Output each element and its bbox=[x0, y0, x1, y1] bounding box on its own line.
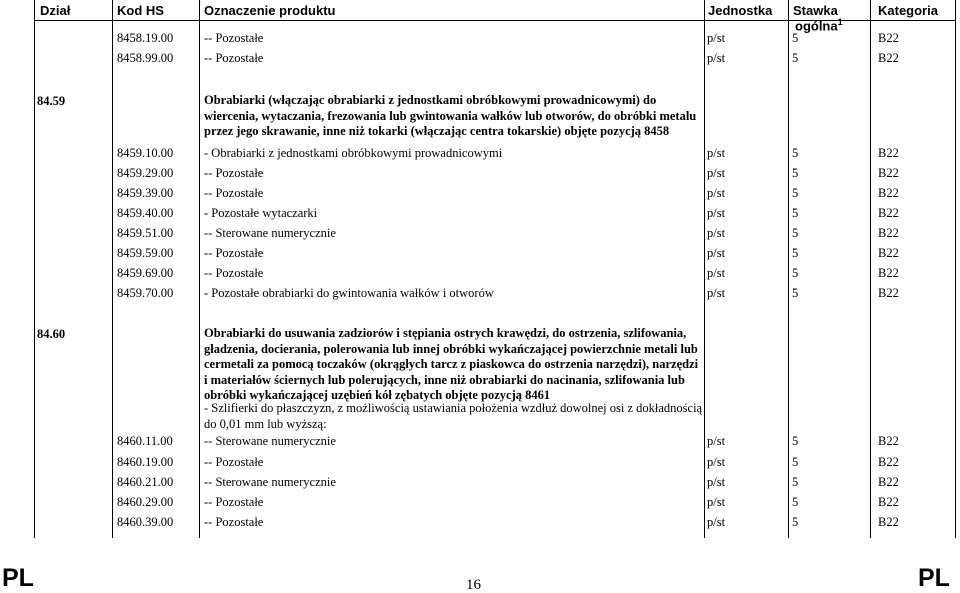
product-desc: -- Pozostałe bbox=[204, 51, 264, 65]
product-desc: -- Pozostałe bbox=[204, 246, 264, 260]
category: B22 bbox=[878, 226, 899, 240]
unit: p/st bbox=[707, 246, 726, 260]
category: B22 bbox=[878, 495, 899, 509]
rate: 5 bbox=[792, 266, 799, 280]
page-number: 16 bbox=[466, 577, 481, 593]
product-desc: -- Pozostałe bbox=[204, 31, 264, 45]
unit: p/st bbox=[707, 186, 726, 200]
product-desc: -- Pozostałe bbox=[204, 495, 264, 509]
product-desc: -- Pozostałe bbox=[204, 186, 264, 200]
category: B22 bbox=[878, 455, 899, 469]
category: B22 bbox=[878, 186, 899, 200]
unit: p/st bbox=[707, 31, 726, 45]
rate: 5 bbox=[792, 495, 799, 509]
product-desc: -- Sterowane numerycznie bbox=[204, 434, 336, 448]
hs-code: 8458.99.00 bbox=[117, 51, 174, 65]
hs-code: 8460.11.00 bbox=[117, 434, 173, 448]
product-desc: -- Pozostałe bbox=[204, 166, 264, 180]
column-divider-kod bbox=[199, 0, 200, 538]
unit: p/st bbox=[707, 266, 726, 280]
unit: p/st bbox=[707, 206, 726, 220]
rate: 5 bbox=[792, 475, 799, 489]
product-desc: - Pozostałe wytaczarki bbox=[204, 206, 318, 220]
rate: 5 bbox=[792, 186, 799, 200]
unit: p/st bbox=[707, 226, 726, 240]
heading-description: Obrabiarki (włączając obrabiarki z jednostkami obróbkowymi prowadnicowymi) do wiercenia, wytaczania, frezowania lub gwintowania wałków lub otworów, do obróbki metalu przez jego skrawanie, inne niż tokarki (włączając centra tokarskie) objęte pozycją 8458 bbox=[204, 93, 697, 138]
hs-code: 8459.70.00 bbox=[117, 286, 174, 300]
column-divider-desc bbox=[704, 0, 705, 538]
product-desc: -- Pozostałe bbox=[204, 266, 264, 280]
header-stawka-footnote: 1 bbox=[837, 17, 843, 27]
rate: 5 bbox=[792, 515, 799, 529]
category: B22 bbox=[878, 206, 899, 220]
column-divider-rate bbox=[870, 0, 871, 538]
hs-code: 8460.19.00 bbox=[117, 455, 174, 469]
hs-code: 8459.40.00 bbox=[117, 206, 174, 220]
unit: p/st bbox=[707, 515, 726, 529]
footer-country-right: PL bbox=[918, 564, 950, 592]
hs-code: 8459.10.00 bbox=[117, 146, 174, 160]
rate: 5 bbox=[792, 206, 799, 220]
column-divider-dzial bbox=[112, 0, 113, 538]
unit: p/st bbox=[707, 286, 726, 300]
category: B22 bbox=[878, 246, 899, 260]
heading-description: Obrabiarki do usuwania zadziorów i stępiania ostrych krawędzi, do ostrzenia, szlifowania, gładzenia, docierania, polerowania lub innej obróbki wykańczającej powierzchnie metali lub cermetali za pomocą toczaków (okrągłych tarcz z piaskowca do ostrzenia narzędzi), narzędzi i materiałów ściernych lub polerujących, inne niż obrabiarki do nacinania, szlifowania lub obróbki wykańczającej uzębień kół zębatych objęte pozycją 8461 bbox=[204, 326, 699, 402]
category: B22 bbox=[878, 146, 899, 160]
subheading-note: - Szlifierki do płaszczyzn, z możliwością ustawiania położenia wzdłuż dowolnej osi z dokładnością do 0,01 mm lub wyższą: bbox=[204, 401, 703, 431]
hs-code: 8459.39.00 bbox=[117, 186, 174, 200]
category: B22 bbox=[878, 51, 899, 65]
category: B22 bbox=[878, 475, 899, 489]
rate: 5 bbox=[792, 31, 799, 45]
hs-code: 8459.59.00 bbox=[117, 246, 174, 260]
category: B22 bbox=[878, 286, 899, 300]
hs-code: 8459.69.00 bbox=[117, 266, 174, 280]
rate: 5 bbox=[792, 166, 799, 180]
unit: p/st bbox=[707, 475, 726, 489]
hs-code: 8459.51.00 bbox=[117, 226, 174, 240]
category: B22 bbox=[878, 434, 899, 448]
category: B22 bbox=[878, 31, 899, 45]
header-kategoria: Kategoria bbox=[878, 3, 938, 18]
unit: p/st bbox=[707, 495, 726, 509]
rate: 5 bbox=[792, 226, 799, 240]
category: B22 bbox=[878, 515, 899, 529]
product-desc: -- Pozostałe bbox=[204, 515, 264, 529]
rate: 5 bbox=[792, 246, 799, 260]
hs-code: 8458.19.00 bbox=[117, 31, 174, 45]
hs-code: 8459.29.00 bbox=[117, 166, 174, 180]
header-kod-hs: Kod HS bbox=[117, 3, 164, 18]
table-border-left bbox=[34, 0, 35, 538]
unit: p/st bbox=[707, 146, 726, 160]
heading-code: 84.59 bbox=[37, 94, 66, 108]
product-desc: - Obrabiarki z jednostkami obróbkowymi prowadnicowymi bbox=[204, 146, 503, 160]
category: B22 bbox=[878, 266, 899, 280]
header-stawka-ogolna-text: ogólna bbox=[795, 18, 838, 34]
product-desc: -- Sterowane numerycznie bbox=[204, 226, 336, 240]
unit: p/st bbox=[707, 434, 726, 448]
category: B22 bbox=[878, 166, 899, 180]
hs-code: 8460.29.00 bbox=[117, 495, 174, 509]
rate: 5 bbox=[792, 286, 799, 300]
header-jednostka: Jednostka bbox=[708, 3, 773, 18]
rate: 5 bbox=[792, 455, 799, 469]
unit: p/st bbox=[707, 455, 726, 469]
product-desc: -- Pozostałe bbox=[204, 455, 264, 469]
unit: p/st bbox=[707, 51, 726, 65]
product-desc: - Pozostałe obrabiarki do gwintowania wałków i otworów bbox=[204, 286, 494, 300]
hs-code: 8460.21.00 bbox=[117, 475, 174, 489]
table-border-right bbox=[955, 0, 956, 538]
header-stawka-ogolna bbox=[795, 15, 843, 33]
heading-code: 84.60 bbox=[37, 327, 66, 341]
rate: 5 bbox=[792, 434, 799, 448]
product-desc: -- Sterowane numerycznie bbox=[204, 475, 336, 489]
unit: p/st bbox=[707, 166, 726, 180]
header-dzial: Dział bbox=[40, 3, 71, 18]
header-oznaczenie: Oznaczenie produktu bbox=[204, 3, 336, 18]
footer-country-left: PL bbox=[2, 564, 34, 592]
hs-code: 8460.39.00 bbox=[117, 515, 174, 529]
column-divider-unit bbox=[788, 0, 789, 538]
rate: 5 bbox=[792, 51, 799, 65]
rate: 5 bbox=[792, 146, 799, 160]
header-stawka: Stawka bbox=[793, 3, 838, 18]
